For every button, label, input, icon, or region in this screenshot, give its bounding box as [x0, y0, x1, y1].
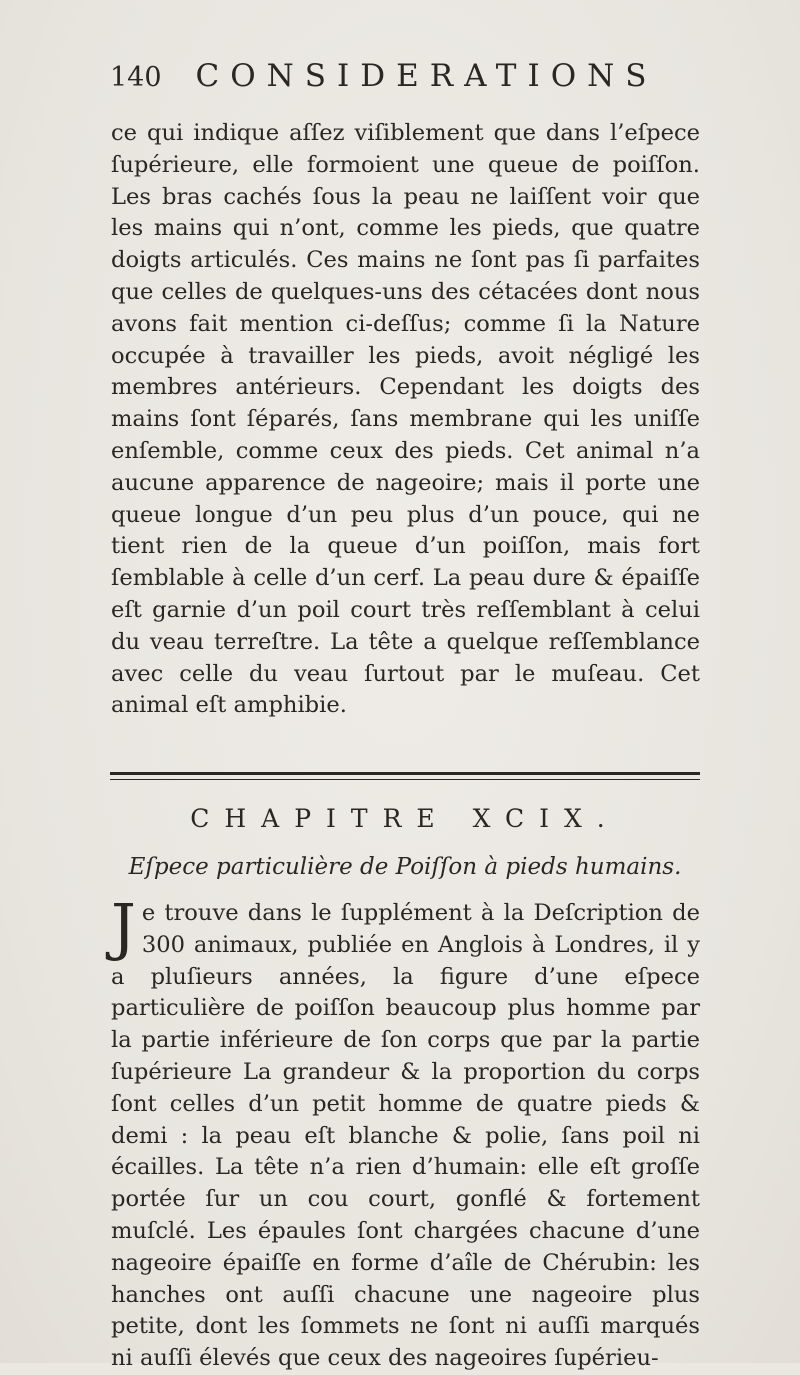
- body-paragraph: ce qui indique aſſez viſiblement que dans l’eſpece ſupérieure, elle formoient une queue de poiſſon. Les bras cachés ſous la peau ne laiſſent voir que les mains qui n’ont, comme les pieds, que quatre doigts articulés. Ces mains ne ſont pas ſi parfaites que celles de quelques-uns des cétacées dont nous avons fait mention ci-deſſus; comme ſi la Nature occupée à travailler les pieds, avoit négligé les membres antérieurs. Cependant les doigts des mains ſont ſéparés, ſans membrane qui les uniſſe enſemble, comme ceux des pieds. Cet animal n’a aucune apparence de nageoire; mais il porte une queue longue d’un peu plus d’un pouce, qui ne tient rien de la queue d’un poiſſon, mais fort ſemblable à celle d’un cerf. La peau dure & épaiſſe eſt garnie d’un poil court très reſſemblant à celui du veau terreſtre. La tête a quelque reſſemblance avec celle du veau ſurtout par le muſeau. Cet animal eſt amphibie.: [111, 120, 700, 719]
- chapter-divider-rule: [110, 772, 700, 780]
- page-number: 140: [110, 62, 162, 93]
- running-title: CONSIDERATIONS: [195, 58, 658, 94]
- chapter-subtitle: Eſpece particulière de Poiſſon à pieds humains.: [128, 854, 682, 880]
- chapter-paragraph-text: e trouve dans le ſupplément à la Deſcription de 300 animaux, publiée en Anglois à Londres, il y a pluſieurs années, la figure d’une eſpece particulière de poiſſon beaucoup plus homme par la partie inférieure de ſon corps que par la partie ſupérieure La grandeur & la proportion du corps ſont celles d’un petit homme de quatre pieds & demi : la peau eſt blanche & polie, ſans poil ni écailles. La tête n’a rien d’humain: elle eſt groſſe portée ſur un cou court, gonflé & fortement muſclé. Les épaules ſont chargées chacune d’une nageoire épaiſſe en forme d’aîle de Chérubin: les hanches ont auſſi chacune une nageoire plus petite, dont les ſommets ne ſont ni auſſi marqués ni auſſi élevés que ceux des nageoires ſupérieu-: [111, 900, 700, 1372]
- running-head: [110, 58, 670, 98]
- chapter-paragraph: [111, 890, 700, 1375]
- chapter-heading: CHAPITRE XCIX.: [190, 804, 620, 833]
- drop-cap: J: [111, 890, 136, 963]
